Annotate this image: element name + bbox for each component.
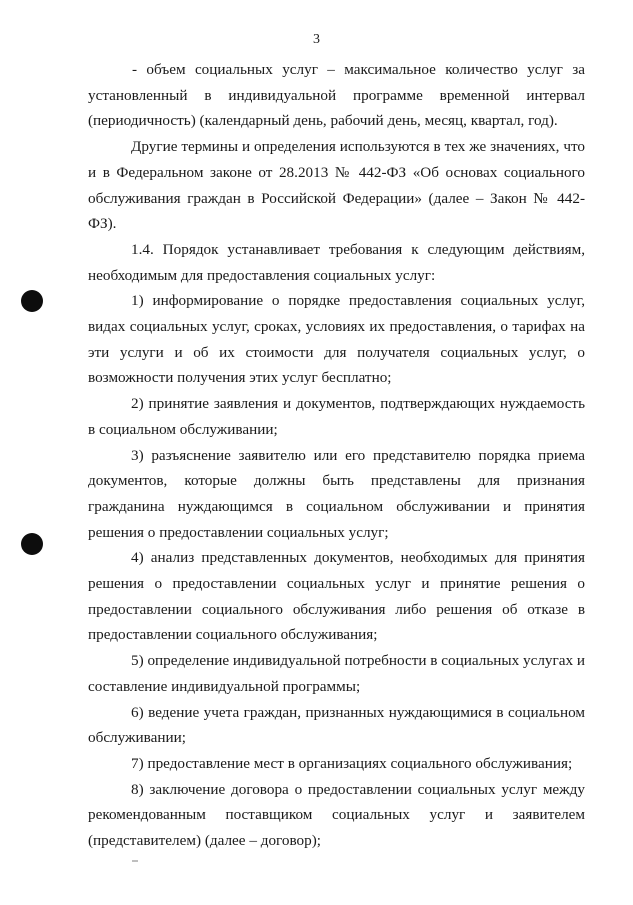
punch-hole-bottom xyxy=(21,533,43,555)
list-item-3: 3) разъяснение заявителю или его представителю порядка приема документов, которые должны быть представлены для признания гражданина нуждающимся в социальном обслуживании и принятия решения о предоставлении социальных услуг; xyxy=(88,446,585,541)
paragraph-definition-volume: - объем социальных услуг – максимальное количество услуг за установленный в индивидуальной программе временной интервал (периодичность) (календарный день, рабочий день, месяц, квартал, год). xyxy=(88,61,585,130)
list-item-2: 2) принятие заявления и документов, подтверждающих нуждаемость в социальном обслуживании; xyxy=(88,395,585,438)
paragraph-section-1-4: 1.4. Порядок устанавливает требования к следующим действиям, необходимым для предоставления социальных услуг: xyxy=(88,240,585,284)
list-item-5: 5) определение индивидуальной потребности в социальных услугах и составление индивидуальной программы; xyxy=(88,652,585,695)
page-number: 3 xyxy=(313,32,320,47)
scan-speck xyxy=(132,860,138,862)
list-item-7: 7) предоставление мест в организациях социального обслуживания; xyxy=(131,754,573,772)
list-item-4: 4) анализ представленных документов, необходимых для принятия решения о предоставлении социальных услуг и принятие решения о предоставлении социального обслуживания либо решения об отказе в предоставлении социального обслуживания; xyxy=(88,549,585,644)
punch-hole-top xyxy=(21,290,43,312)
list-item-6: 6) ведение учета граждан, признанных нуждающимися в социальном обслуживании; xyxy=(88,703,585,747)
list-item-1: 1) информирование о порядке предоставления социальных услуг, видах социальных услуг, сроках, условиях их предоставления, о тарифах на эти услуги и об их стоимости для получателя социальных услуг, о возможности получения этих услуг бесплатно; xyxy=(88,292,585,387)
paragraph-other-terms: Другие термины и определения используются в тех же значениях, что и в Федеральном законе от 28.2013 № 442-ФЗ «Об основах социального обслуживания граждан в Российской Федерации» (далее – Закон № 442-ФЗ). xyxy=(88,138,585,233)
list-item-8: 8) заключение договора о предоставлении социальных услуг между рекомендованным поставщиком социальных услуг и заявителем (представителем) (далее – договор); xyxy=(88,780,585,850)
document-body xyxy=(88,57,585,854)
